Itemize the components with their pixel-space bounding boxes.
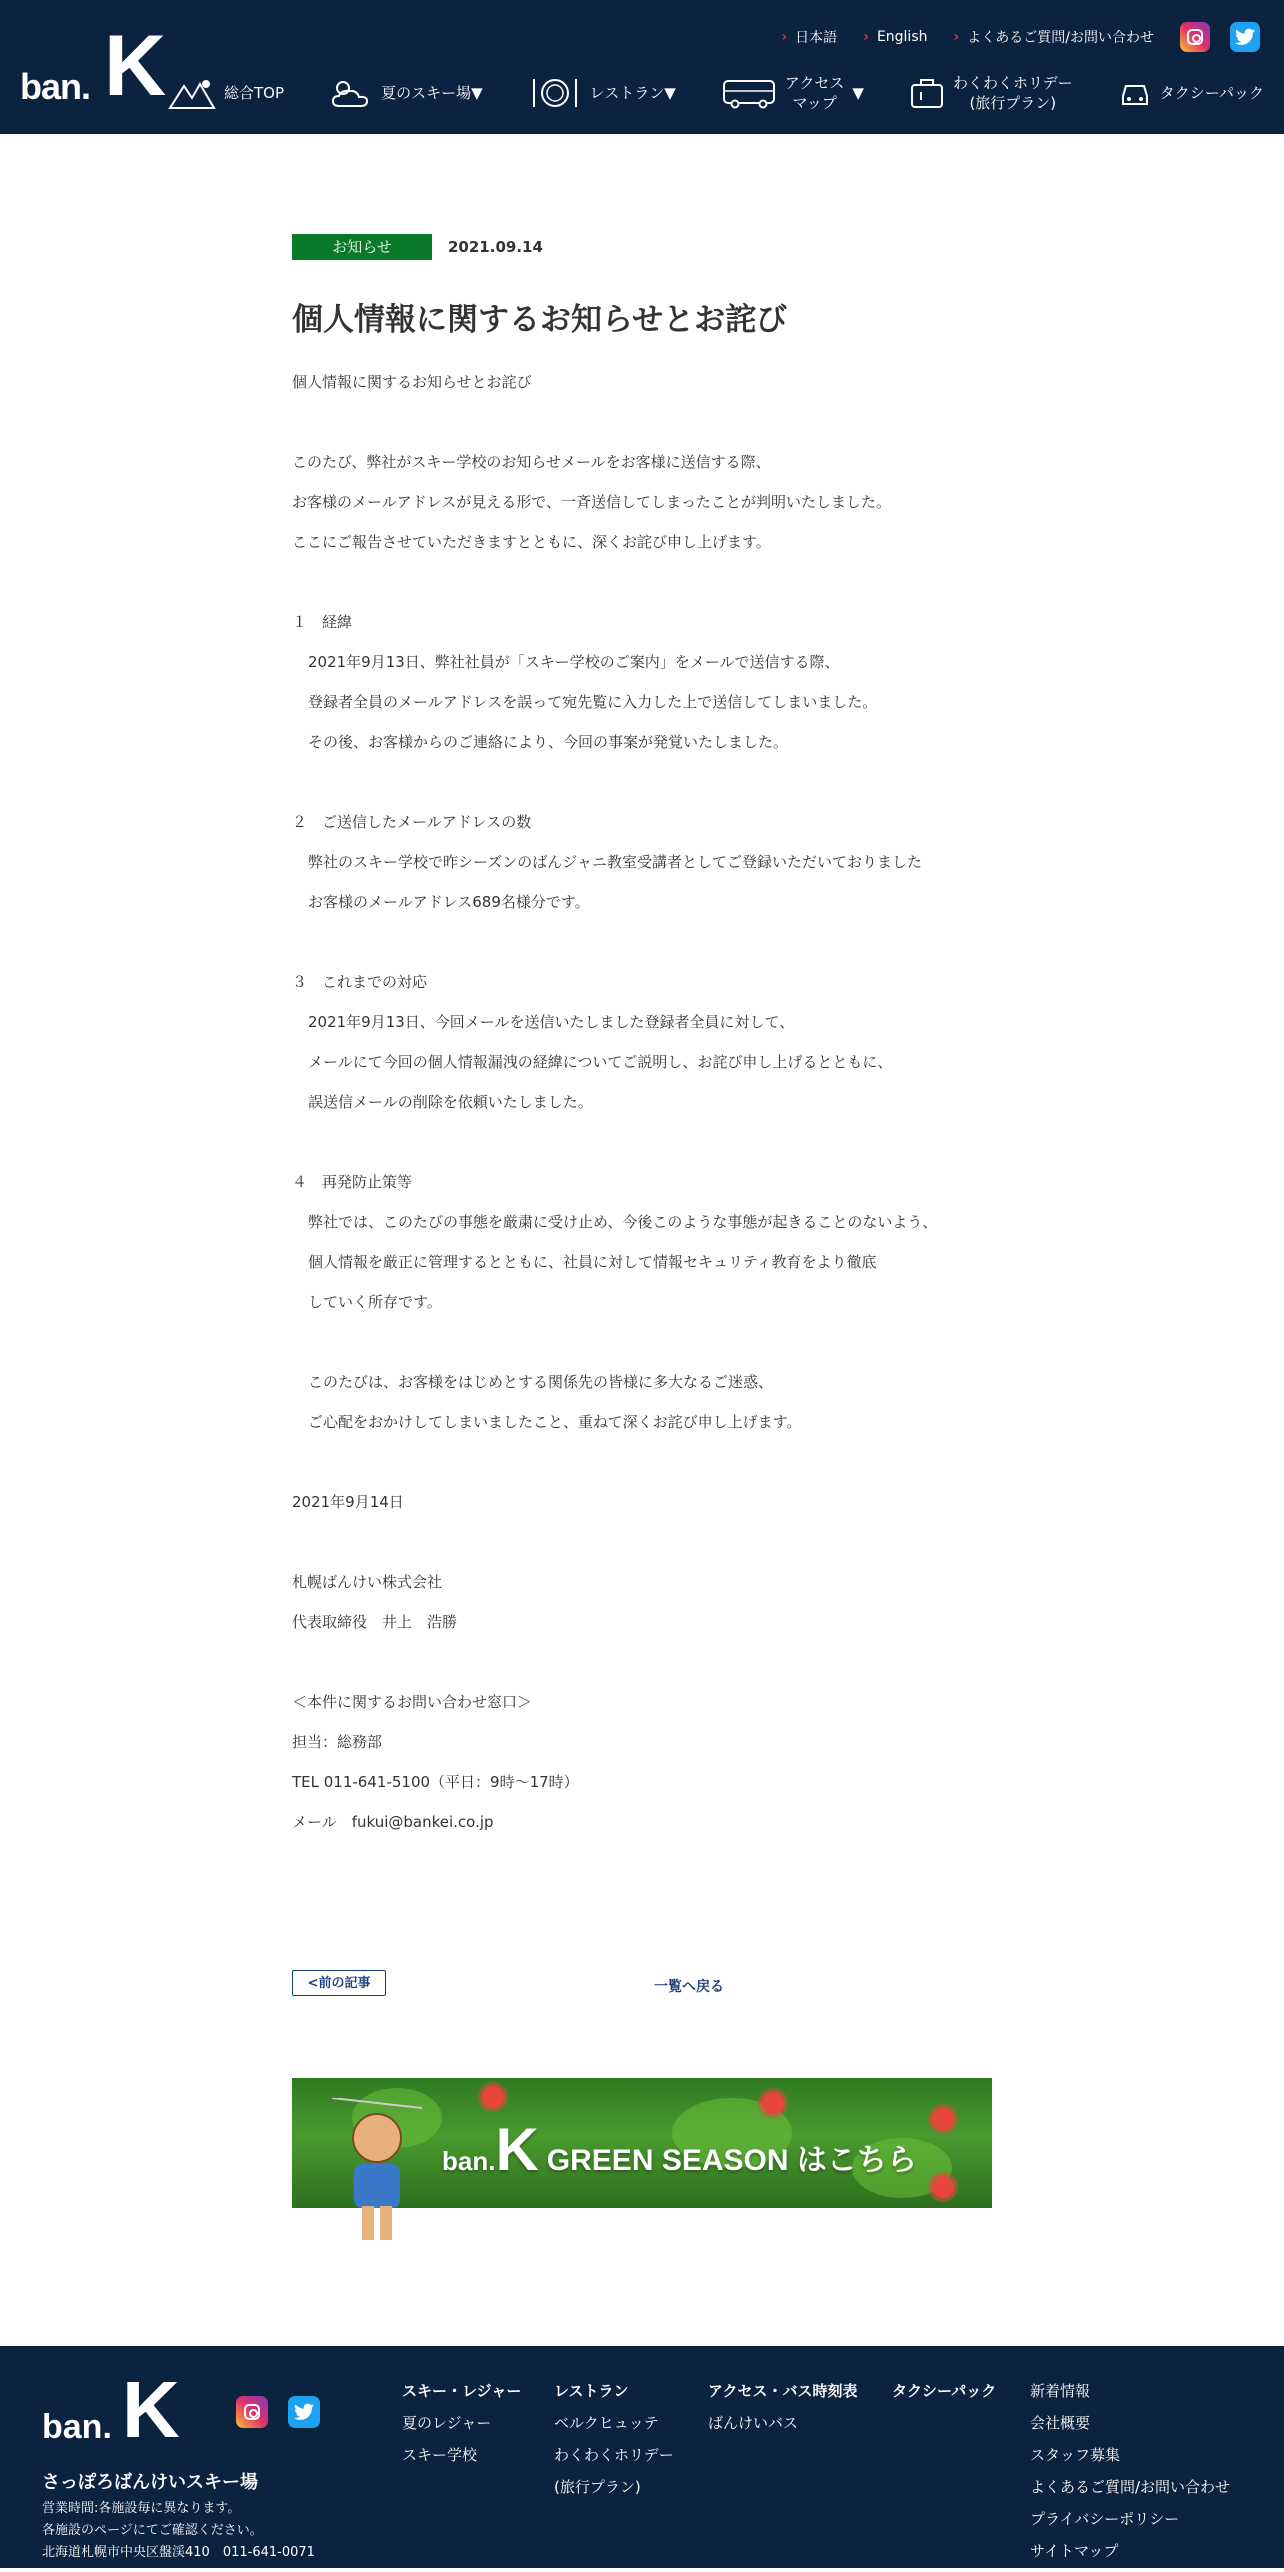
article-date: 2021.09.14 [448,238,543,256]
banner-k-text: K [495,2116,539,2183]
nav-top[interactable] [168,76,284,110]
section-line: 弊社のスキー学校で昨シーズンのばんジャニ教室受講者としてご登録いただいておりました [308,853,922,871]
section-heading: ４ 再発防止策等 [292,1173,413,1191]
suitcase-icon [909,76,945,110]
footer-col-restaurant [554,2380,674,2508]
nav-taxi-pack-label: タクシーパック [1159,84,1264,102]
section-heading: １ 経緯 [292,613,353,631]
representative: 代表取締役 井上 浩勝 [292,1613,458,1631]
footer-site-name: さっぽろばんけいスキー場 [42,2472,258,2493]
instagram-icon[interactable] [236,2396,268,2428]
main-nav [168,66,1264,120]
chevron-right-icon: › [953,29,960,45]
footer-link[interactable]: スキー学校 [402,2446,478,2464]
nav-summer-ski[interactable] [329,76,483,110]
nav-holiday-plan-label [953,73,1073,113]
prev-article-button[interactable]: <前の記事 [292,1970,386,1996]
footer-info-line: 各施設のページにてご確認ください。 [42,2523,263,2538]
nav-holiday-label-line2: (旅行プラン) [969,94,1057,112]
footer-link[interactable]: ばんけいバス [708,2414,799,2432]
faq-contact-label: よくあるご質問/お問い合わせ [967,30,1154,46]
footer-link[interactable]: 新着情報 [1030,2382,1091,2400]
closing-line: このたびは、お客様をはじめとする関係先の皆様に多大なるご迷惑、 [308,1373,774,1391]
section-line: お客様のメールアドレス689名様分です。 [308,893,590,911]
footer-logo-k: K [122,2365,180,2454]
contact-dept: 担当：総務部 [292,1733,383,1751]
section-line: 登録者全員のメールアドレスを誤って宛先覧に入力した上で送信してしまいました。 [308,693,878,711]
section-line: していく所存です。 [308,1293,442,1311]
footer-link[interactable]: ベルクヒュッテ [554,2414,659,2432]
category-badge[interactable]: お知らせ [292,234,432,260]
section-line: 個人情報を厳正に管理するとともに、社員に対して情報セキュリティ教育をより徹底 [308,1253,877,1271]
nav-top-label: 総合TOP [224,84,285,102]
footer-link[interactable]: サイトマップ [1030,2542,1119,2560]
logo-k-text: K [104,18,167,114]
intro-line: ここにご報告させていただきますとともに、深くお詫び申し上げます。 [292,533,771,551]
site-footer [0,2346,1284,2568]
footer-link[interactable]: (旅行プラン) [554,2478,641,2496]
footer-logo-ban: ban. [42,2408,112,2446]
footer-info-line: 営業時間:各施設毎に異なります。 [42,2501,241,2516]
footer-link[interactable]: 夏のレジャー [402,2414,492,2432]
dining-icon [528,76,582,110]
green-season-banner[interactable] [292,2078,992,2208]
footer-col-access [708,2380,858,2444]
section-heading: ３ これまでの対応 [292,973,428,991]
article-meta [292,234,1002,260]
closing-line: ご心配をおかけしてしまいましたこと、重ねて深くお詫び申し上げます。 [308,1413,802,1431]
mountain-icon [168,76,216,110]
footer-link[interactable]: プライバシーポリシー [1030,2510,1180,2528]
article-body [292,362,1002,1842]
banner-text [442,2116,917,2183]
lang-english-label: English [876,29,928,45]
car-icon [1118,76,1152,110]
nav-access-label-line1: アクセス [784,74,845,92]
contact-heading: ＜本件に関するお問い合わせ窓口＞ [292,1693,533,1711]
nav-holiday-label-line1: わくわくホリデー [952,74,1073,92]
article-title: 個人情報に関するお知らせとお詫び [292,302,788,338]
banner-cta-text: GREEN SEASON はこちら [546,2144,917,2177]
footer-link[interactable]: スタッフ募集 [1030,2446,1121,2464]
nav-restaurant[interactable] [528,76,676,110]
intro-line: このたび、弊社がスキー学校のお知らせメールをお客様に送信する際、 [292,453,771,471]
nav-taxi-pack[interactable] [1118,76,1264,110]
article [292,234,1002,1842]
bus-icon [721,76,777,110]
company-name: 札幌ばんけい株式会社 [292,1573,443,1591]
footer-col-heading[interactable]: タクシーパック [892,2382,997,2400]
section-line: メールにて今回の個人情報漏洩の経緯についてご説明し、お詫び申し上げるとともに、 [308,1053,893,1071]
footer-col-misc [1030,2380,1230,2572]
footer-col-heading[interactable]: レストラン [554,2382,629,2400]
back-to-list-link[interactable]: 一覧へ戻る [654,1979,724,1995]
lang-japanese-label: 日本語 [795,30,838,46]
site-header [0,0,1284,134]
footer-info [42,2498,315,2564]
footer-col-heading[interactable]: アクセス・バス時刻表 [708,2382,858,2400]
section-heading: ２ ご送信したメールアドレスの数 [292,813,532,831]
contact-mail[interactable]: メール fukui@bankei.co.jp [292,1813,494,1831]
sign-date: 2021年9月14日 [292,1493,404,1511]
footer-link[interactable]: わくわくホリデー [554,2446,674,2464]
section-line: 2021年9月13日、今回メールを送信いたしました登録者全員に対して、 [308,1013,795,1031]
footer-link[interactable]: 会社概要 [1030,2414,1091,2432]
weather-icon [329,76,373,110]
top-links [781,22,1260,52]
section-line: 誤送信メールの削除を依頼いたしました。 [308,1093,593,1111]
section-line: 弊社では、このたびの事態を厳粛に受け止め、今後このような事態が起きることのないよう、 [308,1213,938,1231]
footer-info-line: 北海道札幌市中央区盤渓410 011-641-0071 [42,2545,315,2560]
lang-english-link[interactable] [863,29,927,45]
twitter-icon[interactable] [288,2396,320,2428]
logo-ban-text: ban. [20,66,91,107]
chevron-right-icon: › [781,29,788,45]
instagram-icon[interactable] [1180,22,1210,52]
section-line: 2021年9月13日、弊社社員が「スキー学校のご案内」をメールで送信する際、 [308,653,840,671]
nav-access-label-line2: マップ [792,94,837,112]
footer-col-leisure [402,2380,521,2476]
faq-contact-link[interactable] [954,27,1155,47]
twitter-icon[interactable] [1230,22,1260,52]
dropdown-arrow-icon: ▼ [852,84,864,102]
lang-japanese-link[interactable] [781,27,837,47]
footer-col-taxi [892,2380,996,2412]
article-subtitle: 個人情報に関するお知らせとお詫び [292,373,532,391]
nav-access-map[interactable] [721,73,864,113]
nav-access-map-label [785,73,845,113]
footer-social [236,2396,320,2428]
nav-restaurant-label: レストラン▼ [589,84,676,102]
intro-line: お客様のメールアドレスが見える形で、一斉送信してしまったことが判明いたしました。 [292,493,891,511]
nav-holiday-plan[interactable] [909,73,1073,113]
contact-tel: TEL 011-641-5100（平日：9時～17時） [292,1773,579,1791]
footer-col-heading[interactable]: スキー・レジャー [402,2382,522,2400]
mascot-icon [332,2098,422,2248]
nav-summer-ski-label: 夏のスキー場▼ [381,84,483,102]
footer-link[interactable]: よくあるご質問/お問い合わせ [1030,2478,1231,2496]
section-line: その後、お客様からのご連絡により、今回の事案が発覚いたしました。 [308,733,789,751]
banner-ban-text: ban. [442,2146,496,2176]
chevron-right-icon: › [863,29,869,45]
